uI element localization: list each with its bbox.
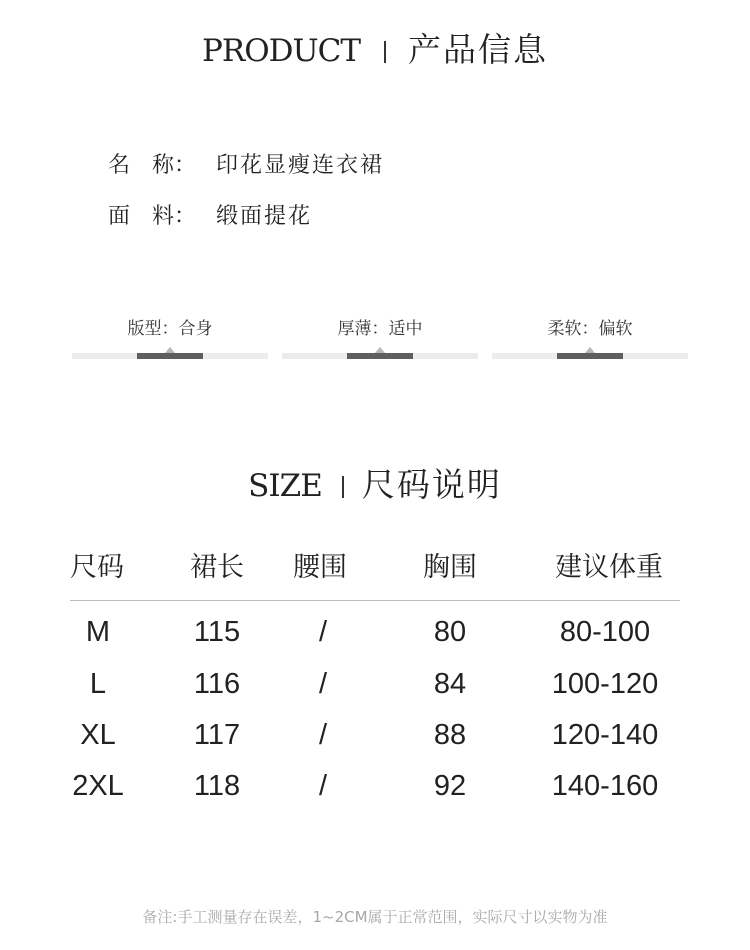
product-heading-en: PRODUCT <box>202 33 360 69</box>
scale-track <box>282 353 478 359</box>
scale-pointer-icon <box>375 347 385 353</box>
scale-pointer-icon <box>165 347 175 353</box>
column-header-waist: 腰围 <box>293 552 347 583</box>
attribute-label: 柔软：偏软 <box>547 319 633 339</box>
info-label: 名 称： <box>108 153 197 178</box>
table-cell: 118 <box>193 770 241 802</box>
scale-pointer-icon <box>585 347 595 353</box>
table-cell: 116 <box>193 668 241 700</box>
column-header-size: 尺码 <box>70 552 124 583</box>
table-cell: M <box>85 616 111 648</box>
heading-separator <box>342 476 344 498</box>
table-cell: XL <box>80 719 116 751</box>
scale-fill <box>137 353 202 359</box>
table-divider <box>70 600 680 601</box>
size-heading-zh: 尺码说明 <box>361 465 502 504</box>
table-cell: 115 <box>193 616 241 648</box>
scale-track <box>492 353 688 359</box>
table-cell: 92 <box>433 770 467 802</box>
table-cell: 80-100 <box>559 616 651 648</box>
attribute-softness <box>492 318 688 359</box>
table-cell: 140-160 <box>551 770 659 802</box>
size-heading-en: SIZE <box>248 468 322 504</box>
info-label: 面 料： <box>108 204 197 229</box>
attribute-label: 版型：合身 <box>127 319 213 339</box>
size-heading <box>0 465 750 506</box>
table-cell: / <box>318 616 328 648</box>
product-heading-zh: 产品信息 <box>408 30 548 69</box>
table-cell: 117 <box>193 719 241 751</box>
scale-fill <box>557 353 622 359</box>
table-cell: 2XL <box>72 770 124 802</box>
table-cell: 100-120 <box>551 668 659 700</box>
scale-track <box>72 353 268 359</box>
footer-note: 备注:手工测量存在误差，1~2CM属于正常范围，实际尺寸以实物为准 <box>142 908 608 926</box>
column-header-length: 裙长 <box>190 552 244 583</box>
table-cell: 80 <box>433 616 467 648</box>
info-value: 缎面提花 <box>216 204 313 229</box>
table-cell: 84 <box>433 668 467 700</box>
attribute-fit <box>72 318 268 359</box>
table-cell: / <box>318 770 328 802</box>
info-value: 印花显瘦连衣裙 <box>216 153 385 178</box>
column-header-bust: 胸围 <box>423 552 477 583</box>
attribute-thickness <box>282 318 478 359</box>
info-row-fabric <box>108 202 312 232</box>
heading-separator <box>384 41 386 63</box>
table-cell: / <box>318 719 328 751</box>
table-cell: 88 <box>433 719 467 751</box>
table-cell: L <box>89 668 107 700</box>
info-row-name <box>108 151 384 181</box>
column-header-weight: 建议体重 <box>555 552 663 583</box>
scale-fill <box>347 353 412 359</box>
product-heading <box>0 30 750 71</box>
table-cell: / <box>318 668 328 700</box>
attribute-label: 厚薄：适中 <box>337 319 423 339</box>
table-cell: 120-140 <box>551 719 659 751</box>
